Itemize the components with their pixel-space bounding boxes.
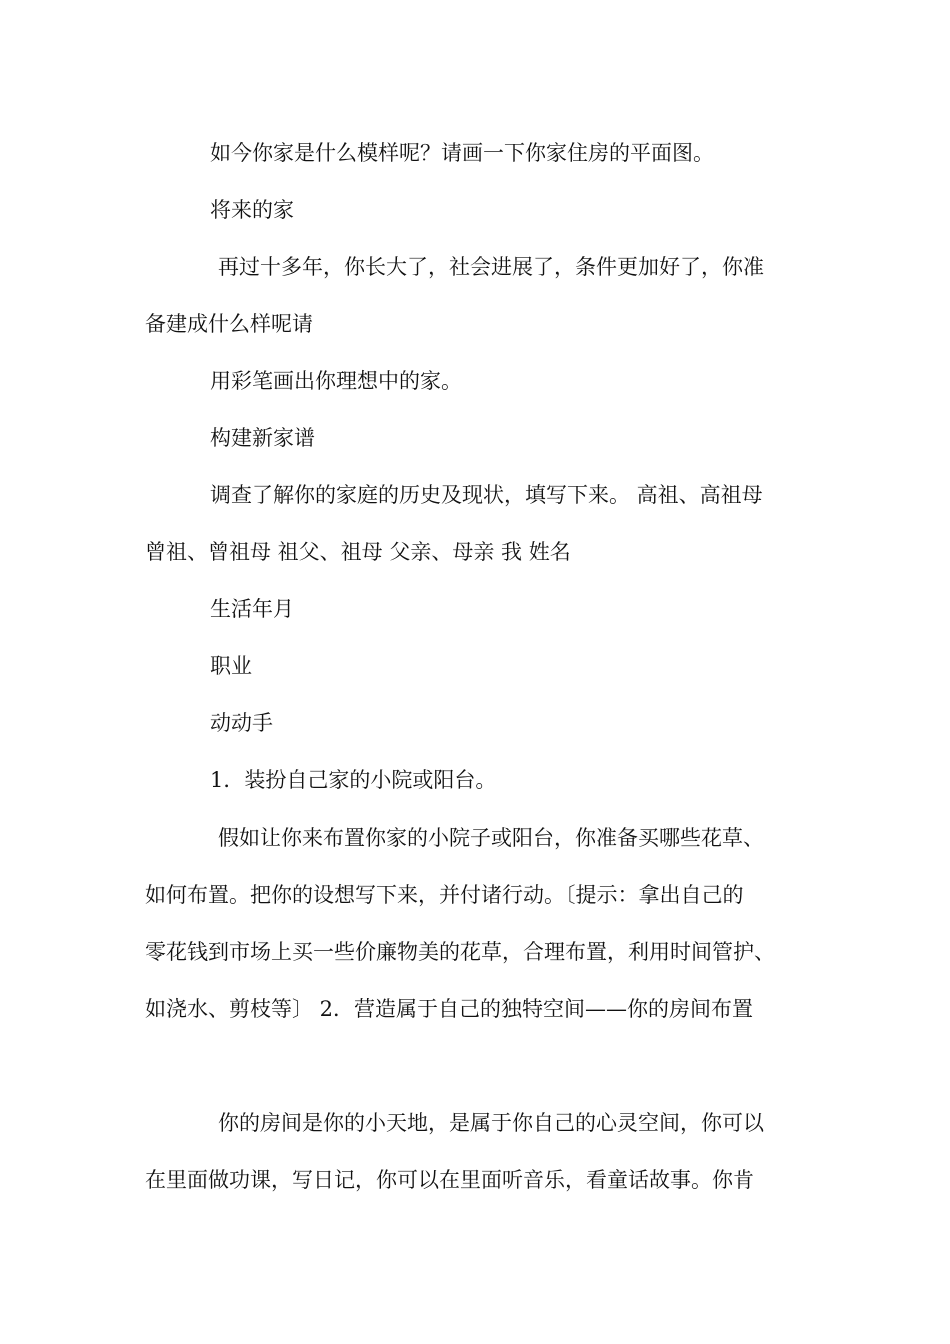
paragraph-line: 假如让你来布置你家的小院子或阳台，你准备买哪些花草、 bbox=[218, 826, 764, 850]
paragraph-line: 如今你家是什么模样呢？请画一下你家住房的平面图。 bbox=[210, 141, 714, 165]
paragraph-line: 用彩笔画出你理想中的家。 bbox=[210, 369, 462, 393]
paragraph-line: 在里面做功课，写日记，你可以在里面听音乐，看童话故事。你肯 bbox=[145, 1168, 754, 1192]
section-heading: 将来的家 bbox=[210, 198, 294, 222]
paragraph-line: 备建成什么样呢请 bbox=[145, 312, 313, 336]
paragraph-line: 职业 bbox=[210, 654, 252, 678]
paragraph-line: 你的房间是你的小天地，是属于你自己的心灵空间，你可以 bbox=[218, 1111, 764, 1135]
section-heading: 构建新家谱 bbox=[210, 426, 315, 450]
paragraph-line: 曾祖、曾祖母 祖父、祖母 父亲、母亲 我 姓名 bbox=[145, 540, 571, 564]
paragraph-line: 生活年月 bbox=[210, 597, 294, 621]
paragraph-line: 如浇水、剪枝等〕 2．营造属于自己的独特空间——你的房间布置 bbox=[145, 997, 754, 1021]
list-item: 1．装扮自己家的小院或阳台。 bbox=[210, 768, 497, 792]
section-heading: 动动手 bbox=[210, 711, 273, 735]
paragraph-line: 零花钱到市场上买一些价廉物美的花草，合理布置，利用时间管护、 bbox=[145, 940, 775, 964]
paragraph-line: 调查了解你的家庭的历史及现状，填写下来。 高祖、高祖母 bbox=[210, 483, 763, 507]
paragraph-line: 如何布置。把你的设想写下来，并付诸行动。〔提示：拿出自己的 bbox=[145, 883, 744, 907]
paragraph-line: 再过十多年，你长大了，社会进展了，条件更加好了，你准 bbox=[218, 255, 764, 279]
